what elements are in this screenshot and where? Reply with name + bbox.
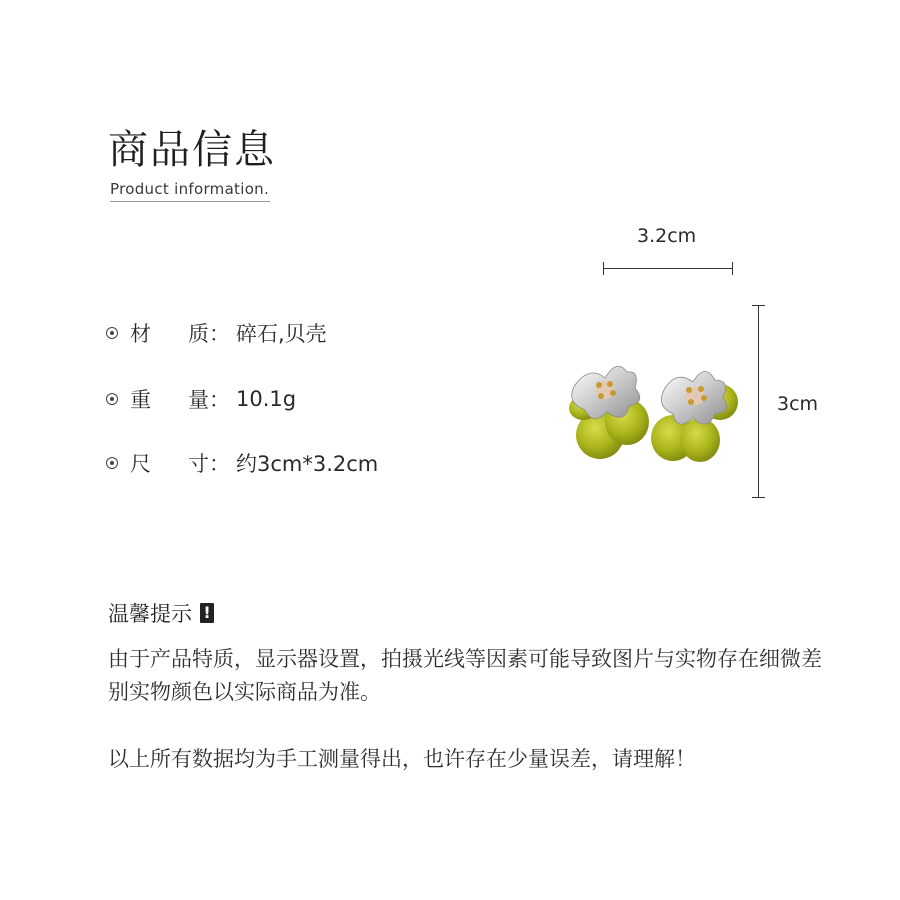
width-dimension-line <box>603 268 733 269</box>
notice-paragraph: 以上所有数据均为手工测量得出，也许存在少量误差，请理解！ <box>108 747 696 771</box>
spec-label-char: 质 <box>188 322 209 346</box>
spec-label-char: 重 <box>130 388 151 412</box>
notice-paragraph: 由于产品特质，显示器设置，拍摄光线等因素可能导致图片与实物存在细微差别实物颜色以实际商品为准。 <box>108 647 822 704</box>
flower-earrings-image <box>555 340 745 470</box>
bullet-icon <box>106 457 118 469</box>
width-dimension-label: 3.2cm <box>637 225 697 247</box>
bullet-icon <box>106 327 118 339</box>
page-subtitle: Product information. <box>110 180 270 198</box>
spec-value: 10.1g <box>236 387 297 411</box>
spec-label <box>130 384 184 414</box>
spec-colon: ： <box>209 388 230 412</box>
exclamation-icon: ! <box>200 603 214 623</box>
spec-label-char: 寸 <box>188 452 209 476</box>
spec-label-char: 材 <box>130 322 151 346</box>
page-title: 商品信息 <box>108 127 276 173</box>
notice-title <box>108 598 214 628</box>
spec-colon: ： <box>209 322 230 346</box>
subtitle-underline <box>110 201 270 202</box>
height-dimension-label: 3cm <box>777 393 819 415</box>
spec-value: 约3cm*3.2cm <box>236 452 379 476</box>
height-dimension-line <box>758 305 759 498</box>
spec-label-char: 量 <box>188 388 209 412</box>
spec-value: 碎石,贝壳 <box>236 322 327 346</box>
notice-title-text: 温馨提示 <box>108 602 192 626</box>
left-earring <box>569 366 649 459</box>
spec-row-weight <box>106 384 296 414</box>
spec-row-size <box>106 448 378 478</box>
spec-row-material <box>106 318 327 348</box>
spec-label <box>130 448 184 478</box>
spec-label <box>130 318 184 348</box>
spec-colon: ： <box>209 452 230 476</box>
spec-label-char: 尺 <box>130 452 151 476</box>
bullet-icon <box>106 393 118 405</box>
right-earring <box>651 371 738 462</box>
